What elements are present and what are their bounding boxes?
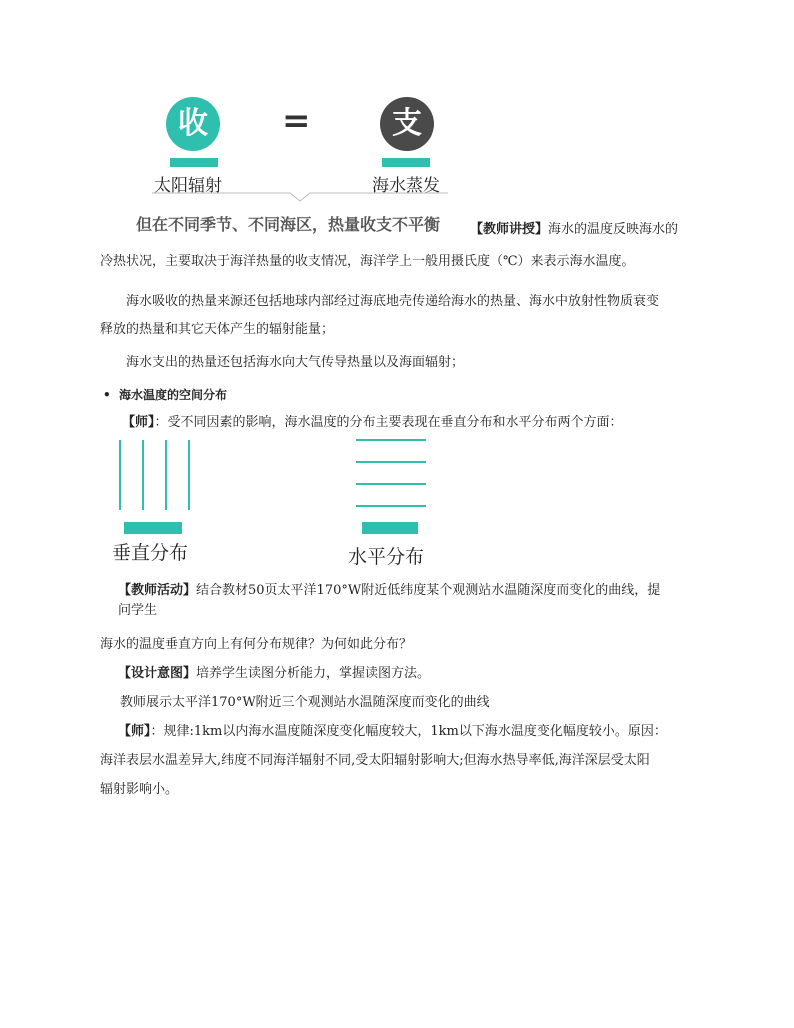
paragraph-8: 教师展示太平洋170°W附近三个观测站水温随深度而变化的曲线 [120,695,490,710]
paragraph-6: 海水的温度垂直方向上有何分布规律？为何如此分布？ [100,637,413,652]
bracket-line [150,191,450,205]
paragraph-2-line-1: 海水吸收的热量来源还包括地球内部经过海底地壳传递给海水的热量、海水中放射性物质衰变 [126,294,660,309]
bullet: • [103,388,111,402]
expense-circle: 支 [380,97,434,151]
teacher-tag: 【师】 [122,415,155,430]
income-circle: 收 [166,97,220,151]
distribution-figure [100,432,460,572]
teacher-activity-tag: 【教师活动】 [118,583,197,598]
heading-text: 海水温度的空间分布 [119,388,228,402]
expense-accent-bar [382,158,430,167]
distribution-lines [100,432,460,542]
paragraph-9-line-3: 辐射影响小。 [100,782,179,797]
section-heading [103,383,227,407]
income-accent-bar [170,158,218,167]
paragraph-2-line-2: 释放的热量和其它天体产生的辐射能量； [100,322,335,337]
teacher-lecture-tag: 【教师讲授】 [470,222,549,237]
paragraph-9-line-1 [118,720,667,744]
expense-label: 海水蒸发 [372,176,440,196]
p4-text: ：受不同因素的影响，海水温度的分布主要表现在垂直分布和水平分布两个方面： [154,415,623,430]
paragraph-5-line-1 [118,579,660,603]
income-label: 太阳辐射 [154,176,222,196]
paragraph-1-line-2: 冷热状况，主要取决于海洋热量的收支情况，海洋学上一般用摄氏度（℃）来表示海水温度。 [100,254,635,269]
equals-sign: = [282,101,311,141]
paragraph-5-line-2: 问学生 [118,603,158,618]
design-intent-tag: 【设计意图】 [118,666,197,681]
vertical-distribution-label: 垂直分布 [112,542,189,564]
paragraph-1-line-1 [470,218,678,242]
p7-text: 培养学生读图分析能力，掌握读图方法。 [196,666,431,681]
paragraph-9-line-2: 海洋表层水温差异大,纬度不同海洋辐射不同,受太阳辐射影响大;但海水热导率低,海洋深层受太阳 [100,753,650,768]
p5-text-1: 结合教材50页太平洋170°W附近低纬度某个观测站水温随深度而变化的曲线，提 [196,583,661,598]
horizontal-distribution-label: 水平分布 [348,546,425,568]
balance-caption: 但在不同季节、不同海区，热量收支不平衡 [136,215,441,234]
p9-text-1: ：规律:1km以内海水温度随深度变化幅度较大，1km以下海水温度变化幅度较小。原因： [150,724,667,739]
paragraph-7 [118,662,430,686]
teacher-tag-2: 【师】 [118,724,151,739]
paragraph-3: 海水支出的热量还包括海水向大气传导热量以及海面辐射； [126,355,465,370]
p1-text-1: 海水的温度反映海水的 [548,222,679,237]
